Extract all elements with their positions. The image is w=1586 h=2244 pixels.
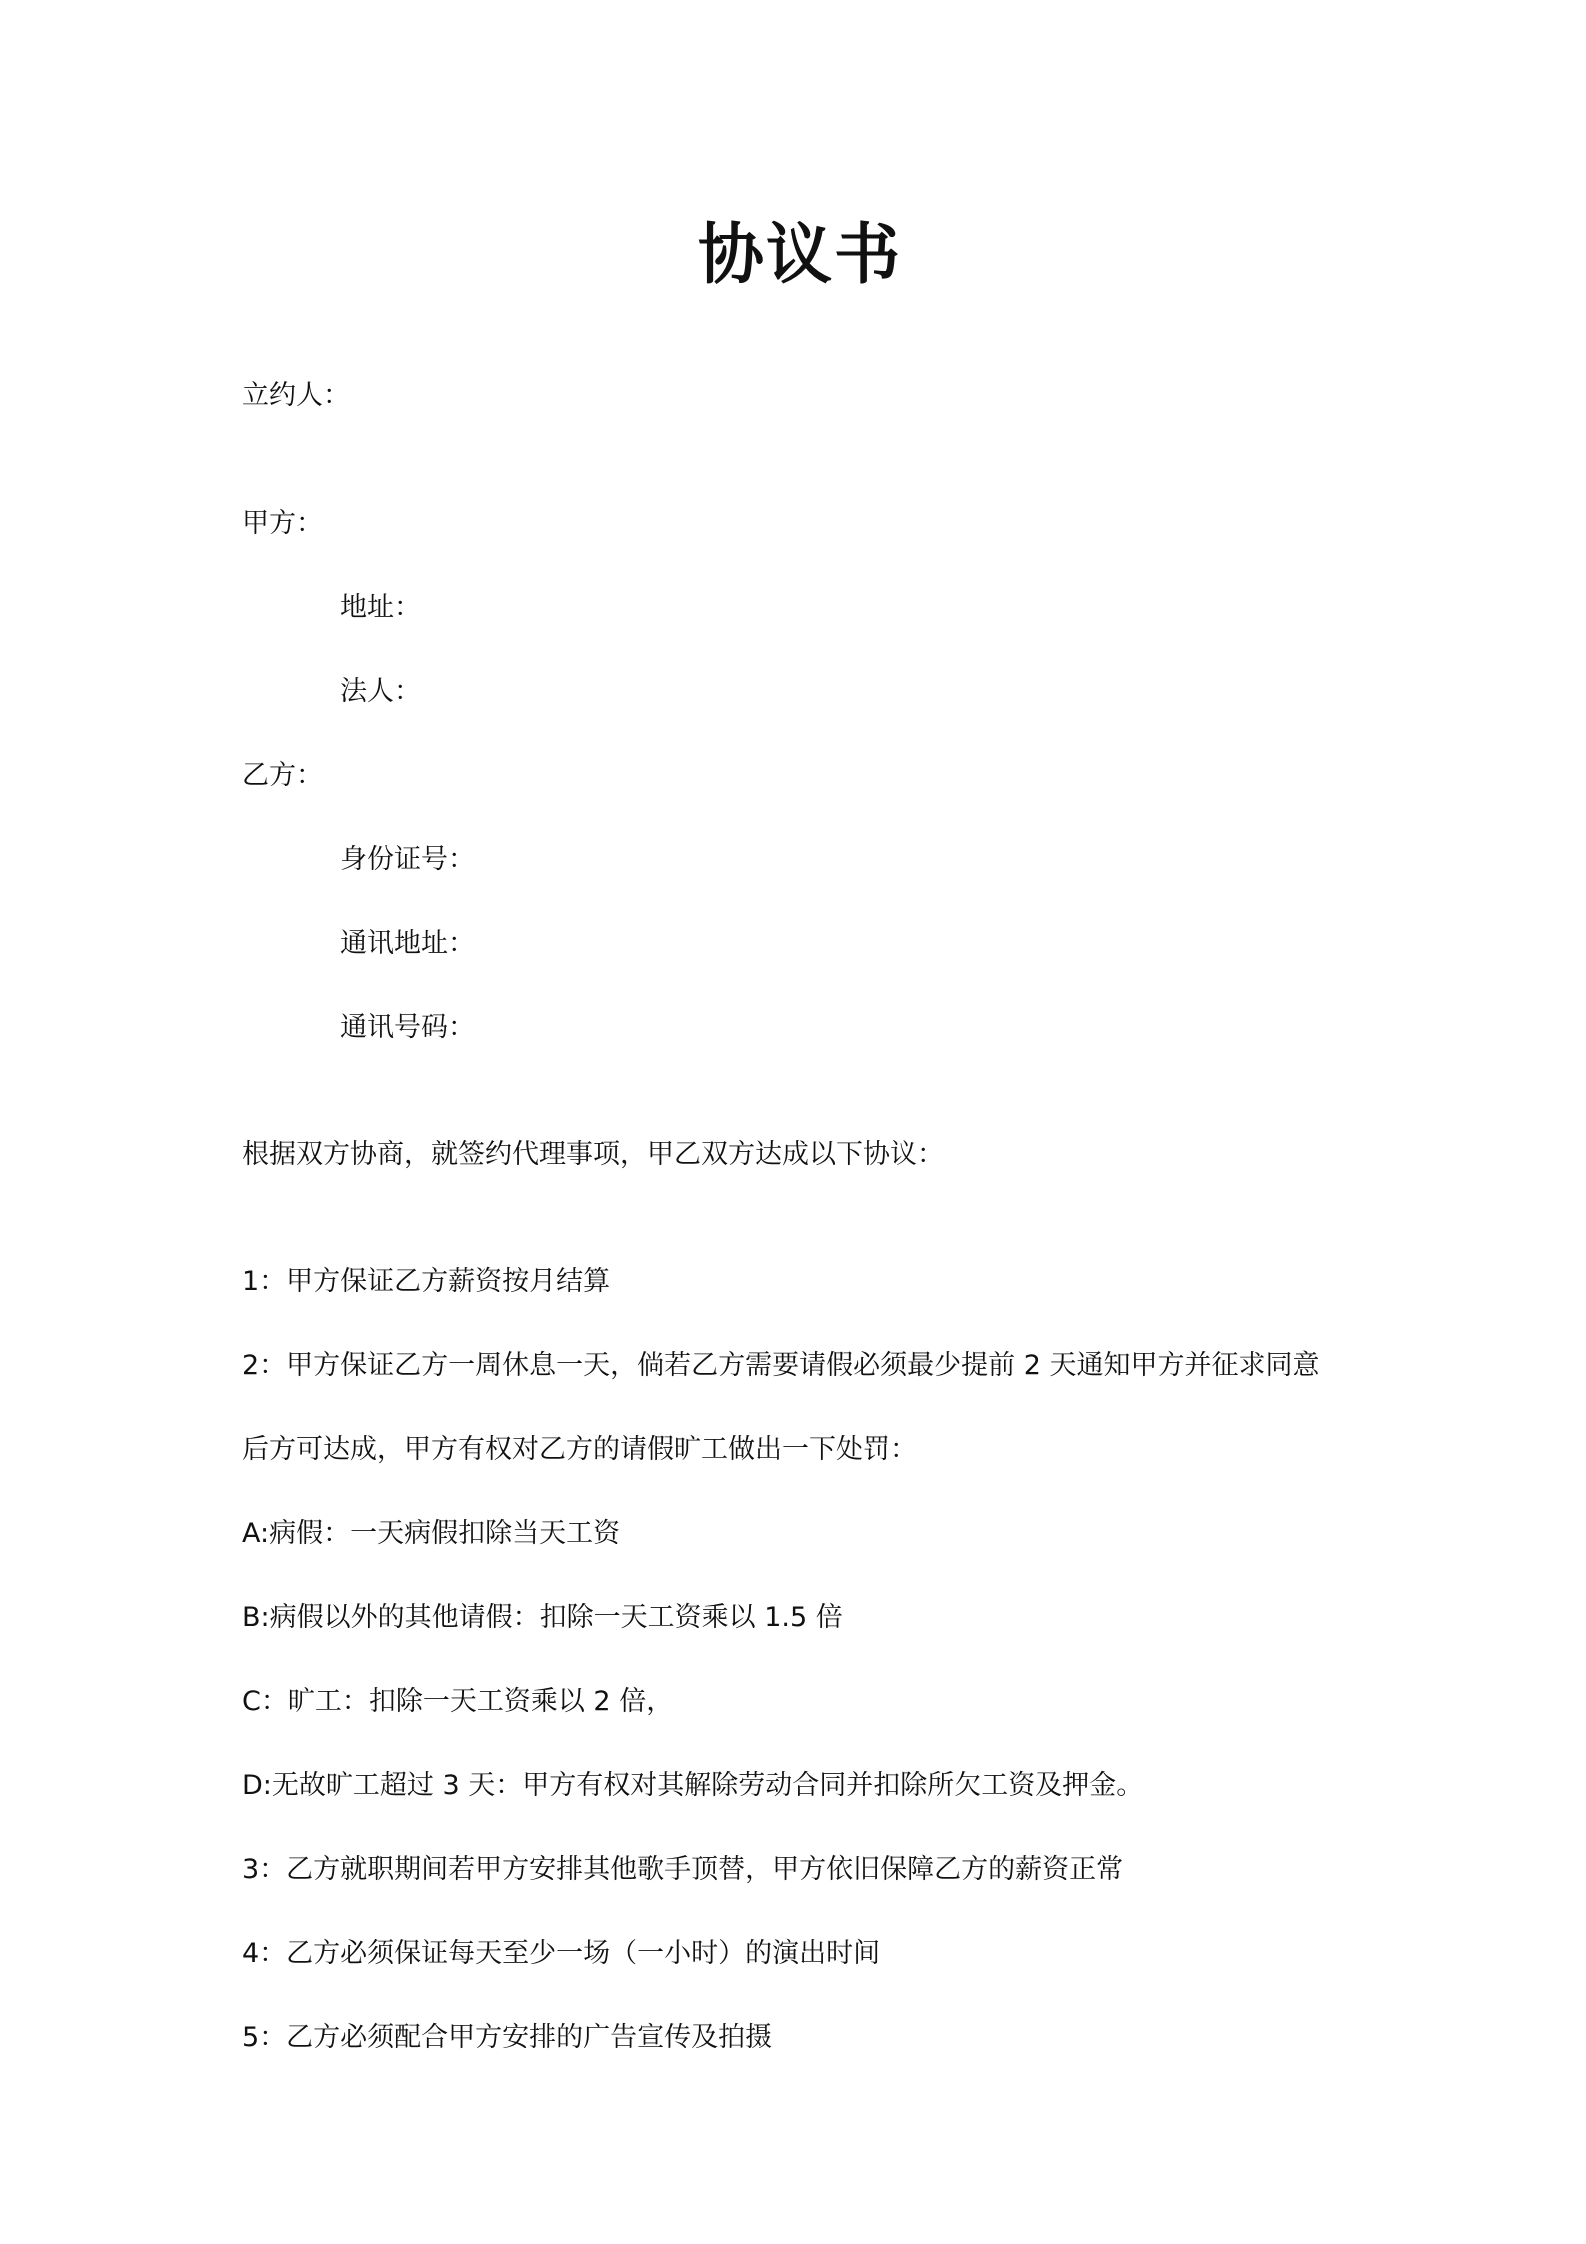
clause-4: 4：乙方必须保证每天至少一场（一小时）的演出时间 bbox=[242, 1938, 881, 1969]
clause-2: 2：甲方保证乙方一周休息一天，倘若乙方需要请假必须最少提前 2 天通知甲方并征求同意 bbox=[242, 1350, 1320, 1381]
party-a-legal-rep-label: 法人： bbox=[340, 676, 421, 707]
clause-3: 3：乙方就职期间若甲方安排其他歌手顶替，甲方依旧保障乙方的薪资正常 bbox=[242, 1854, 1124, 1885]
party-a-label: 甲方： bbox=[242, 508, 323, 539]
clause-1: 1：甲方保证乙方薪资按月结算 bbox=[242, 1266, 611, 1297]
clause-2-item-b: B:病假以外的其他请假：扣除一天工资乘以 1.5 倍 bbox=[242, 1602, 843, 1633]
party-intro: 立约人： bbox=[242, 380, 350, 411]
clause-2-item-d: D:无故旷工超过 3 天：甲方有权对其解除劳动合同并扣除所欠工资及押金。 bbox=[242, 1770, 1144, 1801]
clause-2-item-c: C：旷工：扣除一天工资乘以 2 倍， bbox=[242, 1686, 674, 1717]
preamble: 根据双方协商，就签约代理事项，甲乙双方达成以下协议： bbox=[242, 1139, 944, 1170]
party-b-mailing-address-label: 通讯地址： bbox=[340, 928, 475, 959]
party-b-id-number-label: 身份证号： bbox=[340, 844, 475, 875]
clause-2-item-a: A:病假：一天病假扣除当天工资 bbox=[242, 1518, 621, 1549]
party-a-address-label: 地址： bbox=[340, 592, 421, 623]
document-title: 协议书 bbox=[698, 216, 902, 293]
party-b-label: 乙方： bbox=[242, 760, 323, 791]
clause-2-continued: 后方可达成，甲方有权对乙方的请假旷工做出一下处罚： bbox=[242, 1434, 917, 1465]
clause-5: 5：乙方必须配合甲方安排的广告宣传及拍摄 bbox=[242, 2022, 773, 2053]
party-b-phone-label: 通讯号码： bbox=[340, 1012, 475, 1043]
